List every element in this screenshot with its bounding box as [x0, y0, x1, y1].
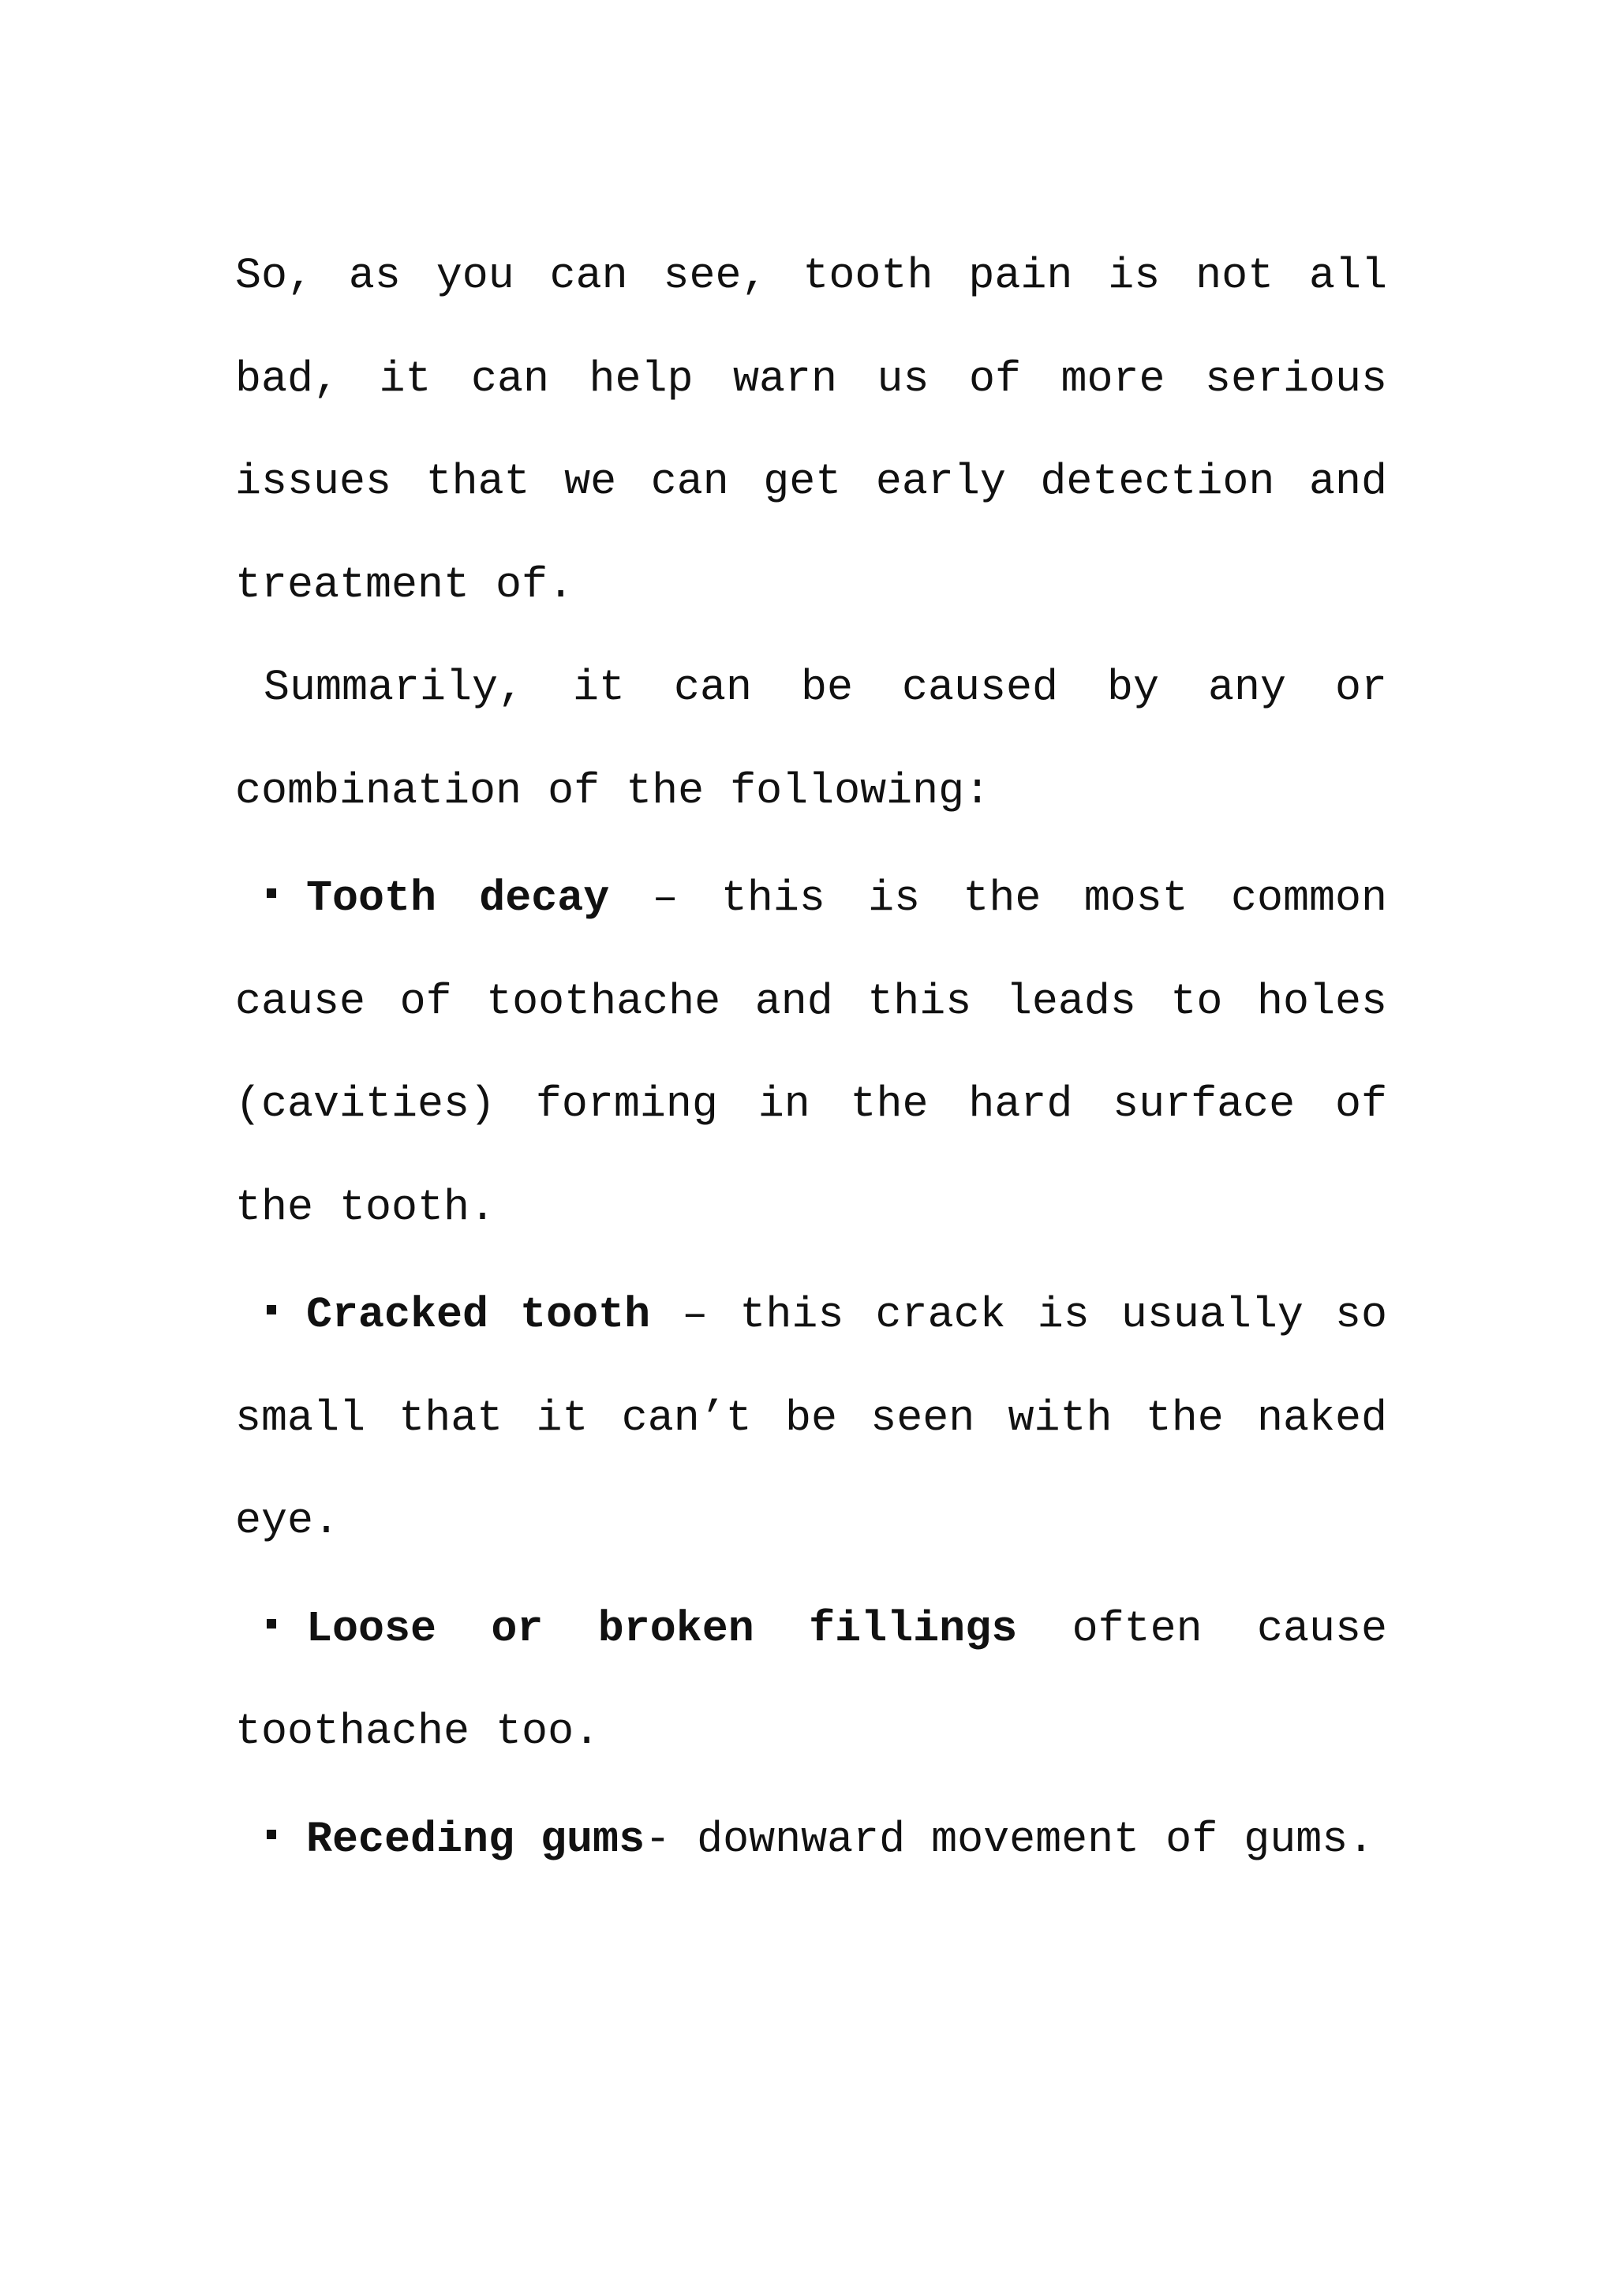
cause-term: Tooth decay: [306, 873, 610, 923]
cause-description: – this is the most common cause of toothache and this leads to holes (cavities) forming in the hard surface of the tooth.: [235, 873, 1388, 1232]
list-item: [235, 1264, 1387, 1573]
document-page: [235, 225, 1387, 1891]
intro-paragraph: So, as you can see, tooth pain is not all bad, it can help warn us of more serious issues that we can get early detection and treatment of.: [235, 251, 1387, 610]
cause-term: Loose or broken fillings: [306, 1603, 1018, 1654]
cause-term: Receding gums: [306, 1814, 645, 1864]
summary-paragraph: Summarily, it can be caused by any or combination of the following:: [235, 663, 1387, 816]
list-item: [235, 1789, 1387, 1892]
cause-description: - downward movement of gums.: [645, 1814, 1375, 1864]
cause-description: often cause toothache too.: [235, 1603, 1387, 1756]
list-item: [235, 847, 1387, 1259]
list-item: [235, 1578, 1387, 1784]
cause-description: – this crack is usually so small that it can’t be seen with the naked eye.: [235, 1290, 1387, 1546]
bullet-square-icon: [267, 1830, 276, 1839]
bullet-square-icon: [267, 1305, 276, 1314]
causes-list: [235, 847, 1387, 1891]
cause-term: Cracked tooth: [306, 1290, 651, 1340]
bullet-square-icon: [267, 888, 276, 898]
bullet-square-icon: [267, 1619, 276, 1629]
